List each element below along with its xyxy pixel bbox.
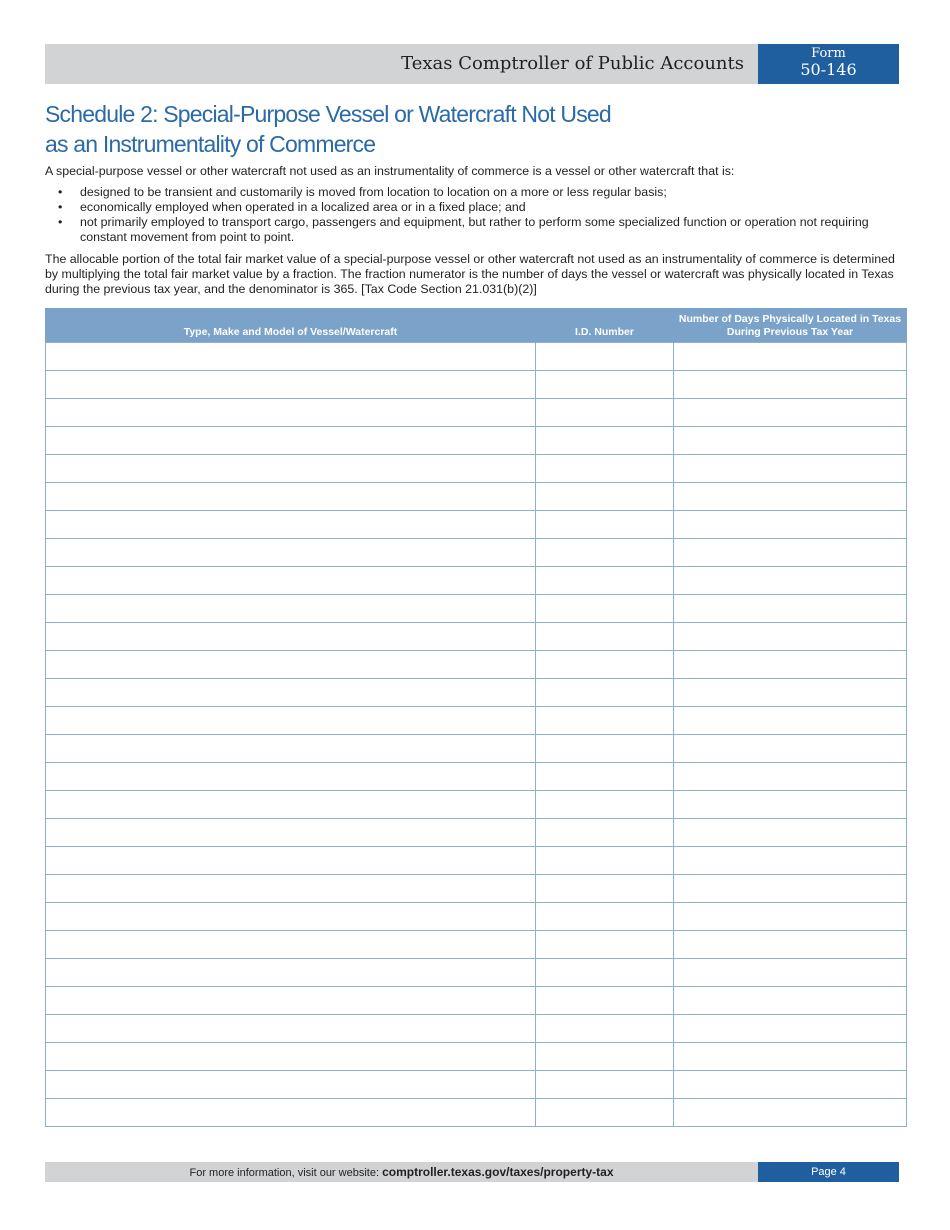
footer-info-text: For more information, visit our website: xyxy=(189,1167,383,1179)
table-row xyxy=(46,623,907,651)
cell-type-make-model[interactable] xyxy=(46,1043,536,1071)
cell-days-in-texas[interactable] xyxy=(674,1043,907,1071)
cell-id-number[interactable] xyxy=(536,875,674,903)
cell-days-in-texas[interactable] xyxy=(674,791,907,819)
table-row xyxy=(46,791,907,819)
cell-days-in-texas[interactable] xyxy=(674,511,907,539)
cell-type-make-model[interactable] xyxy=(46,371,536,399)
cell-id-number[interactable] xyxy=(536,1099,674,1127)
list-item xyxy=(45,185,905,200)
form-id-box xyxy=(758,44,899,84)
cell-type-make-model[interactable] xyxy=(46,679,536,707)
table-row xyxy=(46,987,907,1015)
cell-type-make-model[interactable] xyxy=(46,987,536,1015)
cell-days-in-texas[interactable] xyxy=(674,959,907,987)
cell-type-make-model[interactable] xyxy=(46,791,536,819)
table-row xyxy=(46,931,907,959)
table-row xyxy=(46,511,907,539)
cell-type-make-model[interactable] xyxy=(46,1015,536,1043)
table-row xyxy=(46,707,907,735)
table-row xyxy=(46,343,907,371)
list-item xyxy=(45,215,905,245)
cell-days-in-texas[interactable] xyxy=(674,651,907,679)
table-header-row xyxy=(46,308,907,343)
cell-id-number[interactable] xyxy=(536,427,674,455)
table-row xyxy=(46,763,907,791)
bullet-icon: • xyxy=(58,215,63,229)
cell-type-make-model[interactable] xyxy=(46,623,536,651)
schedule-title-line2: as an Instrumentality of Commerce xyxy=(45,131,376,157)
cell-days-in-texas[interactable] xyxy=(674,819,907,847)
table-row xyxy=(46,679,907,707)
table-row xyxy=(46,735,907,763)
cell-id-number[interactable] xyxy=(536,651,674,679)
cell-days-in-texas[interactable] xyxy=(674,1071,907,1099)
table-row xyxy=(46,1015,907,1043)
cell-type-make-model[interactable] xyxy=(46,539,536,567)
bullet-icon: • xyxy=(58,185,63,199)
cell-type-make-model[interactable] xyxy=(46,343,536,371)
header-bar xyxy=(45,44,758,84)
cell-id-number[interactable] xyxy=(536,371,674,399)
cell-type-make-model[interactable] xyxy=(46,1099,536,1127)
cell-days-in-texas[interactable] xyxy=(674,1015,907,1043)
cell-id-number[interactable] xyxy=(536,455,674,483)
cell-type-make-model[interactable] xyxy=(46,427,536,455)
cell-id-number[interactable] xyxy=(536,343,674,371)
form-number: 50-146 xyxy=(800,60,857,79)
table-row xyxy=(46,483,907,511)
list-item-text: not primarily employed to transport cargo, passengers and equipment, but rather to perform some specialized function or operation not requiring constant movement from point to point. xyxy=(80,215,869,244)
cell-days-in-texas[interactable] xyxy=(674,623,907,651)
cell-days-in-texas[interactable] xyxy=(674,679,907,707)
table-row xyxy=(46,959,907,987)
vessel-table xyxy=(45,308,907,1127)
cell-days-in-texas[interactable] xyxy=(674,483,907,511)
cell-id-number[interactable] xyxy=(536,399,674,427)
agency-name: Texas Comptroller of Public Accounts xyxy=(401,53,744,74)
cell-type-make-model[interactable] xyxy=(46,455,536,483)
cell-days-in-texas[interactable] xyxy=(674,371,907,399)
cell-type-make-model[interactable] xyxy=(46,763,536,791)
cell-id-number[interactable] xyxy=(536,595,674,623)
vessel-table-body xyxy=(46,343,907,1127)
cell-id-number[interactable] xyxy=(536,623,674,651)
page-number: Page 4 xyxy=(758,1162,899,1182)
cell-days-in-texas[interactable] xyxy=(674,399,907,427)
cell-days-in-texas[interactable] xyxy=(674,1099,907,1127)
cell-id-number[interactable] xyxy=(536,847,674,875)
website-link[interactable]: comptroller.texas.gov/taxes/property-tax xyxy=(382,1165,614,1179)
allocation-paragraph: The allocable portion of the total fair market value of a special-purpose vessel or other watercraft not used as an instrumentality of commerce is determined by multiplying the total fair market value by a fraction. The fraction numerator is the number of days the vessel or watercraft was physically located in Texas during the previous tax year, and the denominator is 365. [Tax Code Section 21.031(b)(2)] xyxy=(45,252,895,296)
cell-days-in-texas[interactable] xyxy=(674,595,907,623)
cell-days-in-texas[interactable] xyxy=(674,343,907,371)
cell-id-number[interactable] xyxy=(536,735,674,763)
cell-type-make-model[interactable] xyxy=(46,819,536,847)
cell-id-number[interactable] xyxy=(536,1015,674,1043)
table-row xyxy=(46,539,907,567)
cell-id-number[interactable] xyxy=(536,987,674,1015)
cell-id-number[interactable] xyxy=(536,1071,674,1099)
cell-id-number[interactable] xyxy=(536,959,674,987)
cell-type-make-model[interactable] xyxy=(46,875,536,903)
table-row xyxy=(46,1071,907,1099)
column-header-days-in-texas: Number of Days Physically Located in Texas During Previous Tax Year xyxy=(674,308,907,343)
list-item-text: designed to be transient and customarily is moved from location to location on a more or less regular basis; xyxy=(80,185,667,199)
table-row xyxy=(46,819,907,847)
cell-type-make-model[interactable] xyxy=(46,735,536,763)
table-row xyxy=(46,903,907,931)
cell-type-make-model[interactable] xyxy=(46,595,536,623)
table-row xyxy=(46,1043,907,1071)
cell-type-make-model[interactable] xyxy=(46,903,536,931)
intro-paragraph: A special-purpose vessel or other watercraft not used as an instrumentality of commerce is a vessel or other watercraft that is: xyxy=(45,164,735,178)
cell-type-make-model[interactable] xyxy=(46,847,536,875)
cell-type-make-model[interactable] xyxy=(46,399,536,427)
cell-id-number[interactable] xyxy=(536,679,674,707)
cell-days-in-texas[interactable] xyxy=(674,847,907,875)
cell-days-in-texas[interactable] xyxy=(674,539,907,567)
list-item-text: economically employed when operated in a localized area or in a fixed place; and xyxy=(80,200,526,214)
table-row xyxy=(46,875,907,903)
cell-type-make-model[interactable] xyxy=(46,931,536,959)
cell-type-make-model[interactable] xyxy=(46,567,536,595)
cell-type-make-model[interactable] xyxy=(46,483,536,511)
cell-id-number[interactable] xyxy=(536,763,674,791)
cell-id-number[interactable] xyxy=(536,707,674,735)
schedule-title xyxy=(45,99,745,159)
cell-days-in-texas[interactable] xyxy=(674,875,907,903)
table-row xyxy=(46,567,907,595)
cell-days-in-texas[interactable] xyxy=(674,455,907,483)
footer-bar xyxy=(45,1162,758,1182)
cell-id-number[interactable] xyxy=(536,791,674,819)
table-row xyxy=(46,595,907,623)
cell-type-make-model[interactable] xyxy=(46,959,536,987)
table-row xyxy=(46,1099,907,1127)
cell-days-in-texas[interactable] xyxy=(674,763,907,791)
schedule-title-line1: Schedule 2: Special-Purpose Vessel or Watercraft Not Used xyxy=(45,101,611,127)
cell-days-in-texas[interactable] xyxy=(674,987,907,1015)
cell-id-number[interactable] xyxy=(536,1043,674,1071)
cell-id-number[interactable] xyxy=(536,539,674,567)
table-row xyxy=(46,371,907,399)
cell-days-in-texas[interactable] xyxy=(674,931,907,959)
table-row xyxy=(46,455,907,483)
cell-days-in-texas[interactable] xyxy=(674,707,907,735)
cell-id-number[interactable] xyxy=(536,903,674,931)
table-row xyxy=(46,651,907,679)
cell-id-number[interactable] xyxy=(536,931,674,959)
cell-days-in-texas[interactable] xyxy=(674,427,907,455)
cell-type-make-model[interactable] xyxy=(46,1071,536,1099)
cell-id-number[interactable] xyxy=(536,819,674,847)
column-header-type-make-model: Type, Make and Model of Vessel/Watercraft xyxy=(46,308,536,343)
cell-type-make-model[interactable] xyxy=(46,651,536,679)
form-label: Form xyxy=(811,46,846,61)
column-header-id-number: I.D. Number xyxy=(536,308,674,343)
list-item xyxy=(45,200,905,215)
cell-id-number[interactable] xyxy=(536,483,674,511)
table-row xyxy=(46,399,907,427)
cell-type-make-model[interactable] xyxy=(46,511,536,539)
cell-days-in-texas[interactable] xyxy=(674,735,907,763)
cell-days-in-texas[interactable] xyxy=(674,567,907,595)
table-row xyxy=(46,427,907,455)
cell-id-number[interactable] xyxy=(536,567,674,595)
bullet-icon: • xyxy=(58,200,63,214)
cell-type-make-model[interactable] xyxy=(46,707,536,735)
criteria-list xyxy=(45,185,905,245)
table-row xyxy=(46,847,907,875)
cell-id-number[interactable] xyxy=(536,511,674,539)
cell-days-in-texas[interactable] xyxy=(674,903,907,931)
